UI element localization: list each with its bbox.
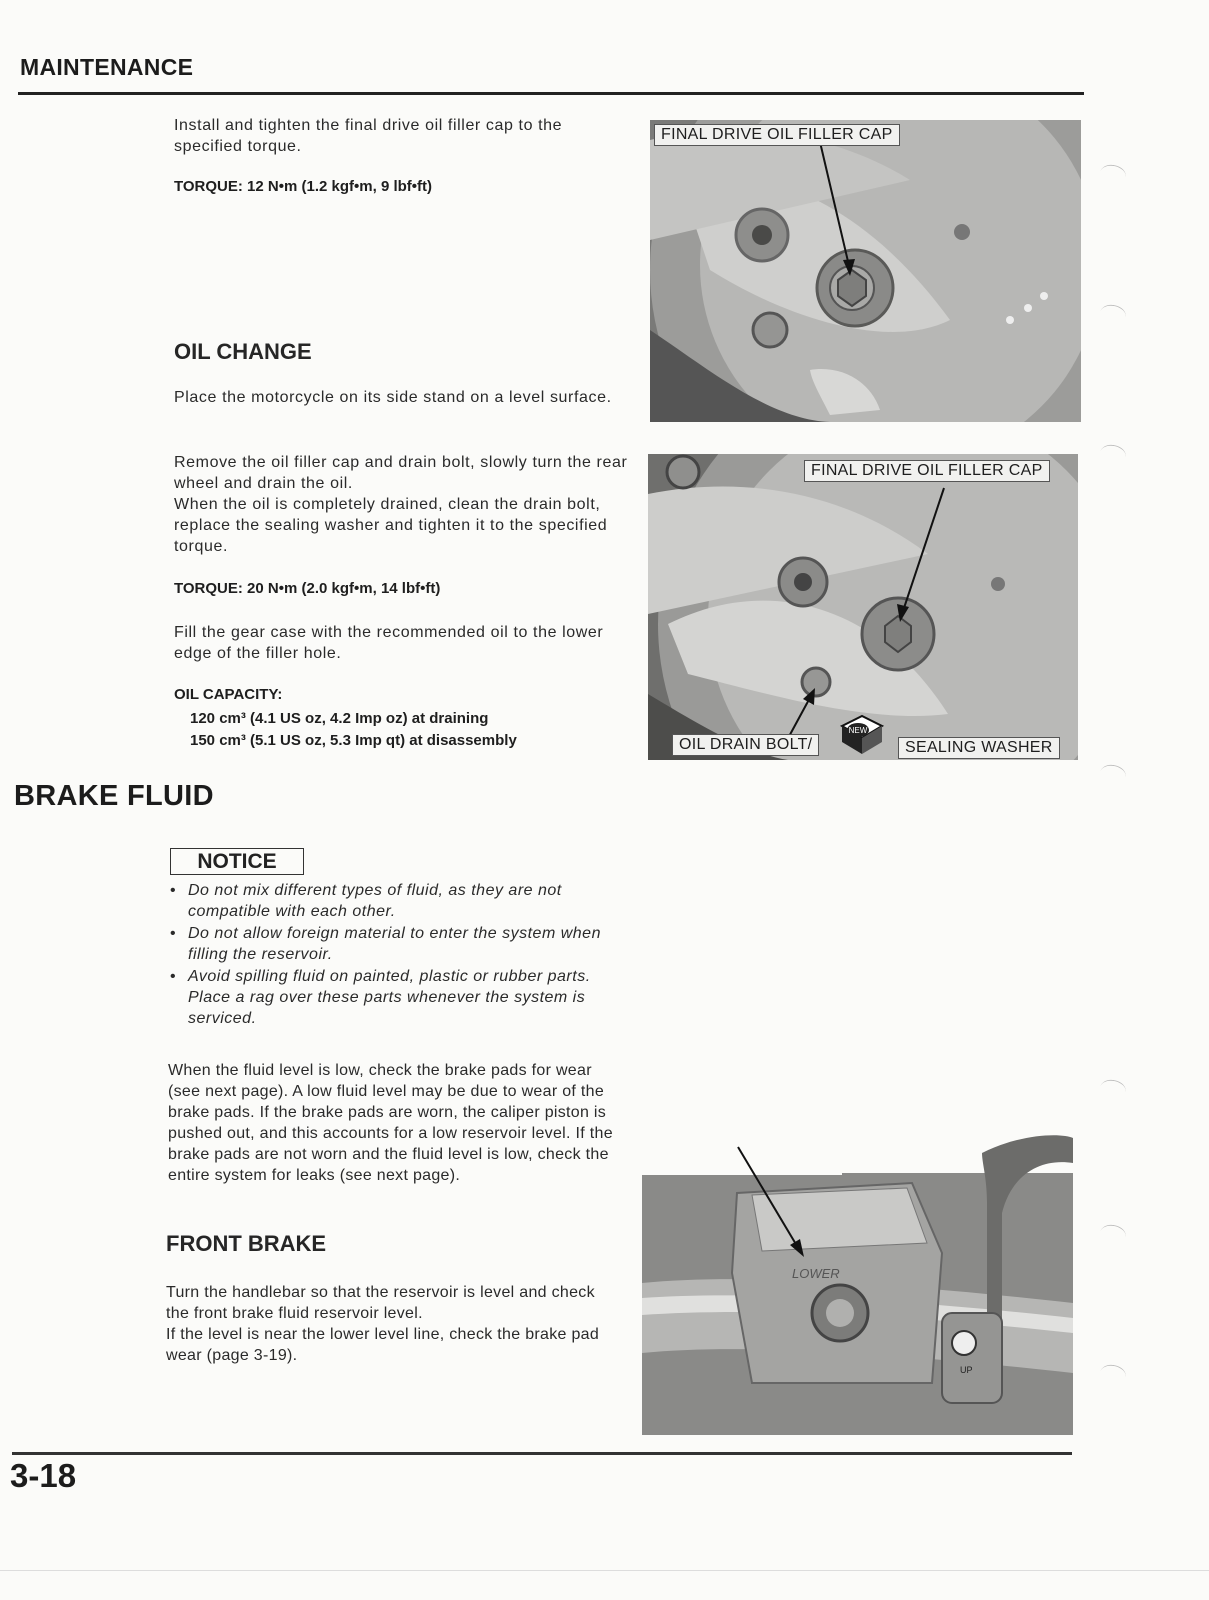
scan-edge-line: [0, 1570, 1209, 1571]
final-drive-drain-photo: [648, 454, 1078, 760]
footer-rule: [12, 1452, 1072, 1455]
figure-final-drive-drain: [648, 454, 1078, 760]
notice-box: NOTICE: [170, 848, 304, 875]
label-sealing-washer: SEALING WASHER: [898, 737, 1060, 759]
page-number: 3-18: [10, 1457, 77, 1494]
torque-spec-filler-cap: TORQUE: 12 N•m (1.2 kgf•m, 9 lbf•ft): [174, 178, 433, 195]
oil-capacity-label: OIL CAPACITY:: [174, 686, 283, 703]
label-drain-bolt: OIL DRAIN BOLT/: [672, 734, 819, 756]
margin-mark: [1098, 163, 1127, 187]
margin-mark: [1098, 1223, 1127, 1247]
label-filler-cap-2: FINAL DRIVE OIL FILLER CAP: [804, 460, 1050, 482]
margin-mark: [1098, 1363, 1127, 1387]
brake-reservoir-photo: [642, 1133, 1073, 1435]
figure-brake-reservoir: [642, 1133, 1073, 1435]
front-brake-paragraph: [166, 1282, 622, 1366]
margin-mark: [1098, 303, 1127, 327]
front-brake-line1: Turn the handlebar so that the reservoir is level and check the front brake fluid reservoir level.: [166, 1284, 595, 1322]
margin-mark: [1098, 443, 1127, 467]
torque-spec-drain-bolt: TORQUE: 20 N•m (2.0 kgf•m, 14 lbf•ft): [174, 580, 441, 597]
label-filler-cap-1: FINAL DRIVE OIL FILLER CAP: [654, 124, 900, 146]
notice-item: • Avoid spilling fluid on painted, plastic or rubber parts. Place a rag over these parts whenever the system is serviced.: [168, 966, 628, 1029]
header-rule: [18, 92, 1084, 95]
install-paragraph: Install and tighten the final drive oil filler cap to the specified torque.: [174, 117, 563, 155]
oil-change-para-2-line2: When the oil is completely drained, clean the drain bolt, replace the sealing washer and tighten it to the specified torque.: [174, 496, 608, 555]
oil-change-para-3: Fill the gear case with the recommended oil to the lower edge of the filler hole.: [174, 624, 604, 662]
oil-change-para-1: Place the motorcycle on its side stand on a level surface.: [174, 389, 612, 406]
reservoir-stamp-text: LOWER: [792, 1266, 840, 1281]
margin-mark: [1098, 763, 1127, 787]
oil-capacity-draining: 120 cm³ (4.1 US oz, 4.2 Imp oz) at draining: [190, 710, 489, 727]
section-header: MAINTENANCE: [20, 54, 194, 80]
front-brake-heading: FRONT BRAKE: [166, 1231, 327, 1256]
switch-up-text: UP: [960, 1365, 973, 1375]
notice-list: [168, 880, 628, 1030]
new-badge-text: NEW: [848, 726, 868, 735]
final-drive-photo: [650, 120, 1081, 422]
front-brake-line2: If the level is near the lower level line, check the brake pad wear (page 3-19).: [166, 1326, 600, 1364]
brake-fluid-heading: BRAKE FLUID: [14, 780, 214, 812]
oil-change-para-2-line1: Remove the oil filler cap and drain bolt, slowly turn the rear wheel and drain the oil.: [174, 454, 628, 492]
oil-change-para-2: [174, 452, 629, 557]
notice-item: • Do not allow foreign material to enter the system when filling the reservoir.: [168, 923, 628, 965]
brake-fluid-body: When the fluid level is low, check the brake pads for wear (see next page). A low fluid level may be due to wear of the brake pads. If the brake pads are worn, the caliper piston is pushed out, and this accounts for a low reservoir level. If the brake pads are not worn and the fluid level is low, check the entire system for leaks (see next page).: [168, 1062, 613, 1184]
oil-change-heading: OIL CHANGE: [174, 339, 312, 364]
figure-final-drive-cap: [650, 120, 1081, 422]
oil-capacity-disassembly: 150 cm³ (5.1 US oz, 5.3 Imp qt) at disassembly: [190, 732, 517, 749]
margin-mark: [1098, 1078, 1127, 1102]
notice-item: • Do not mix different types of fluid, as they are not compatible with each other.: [168, 880, 628, 922]
